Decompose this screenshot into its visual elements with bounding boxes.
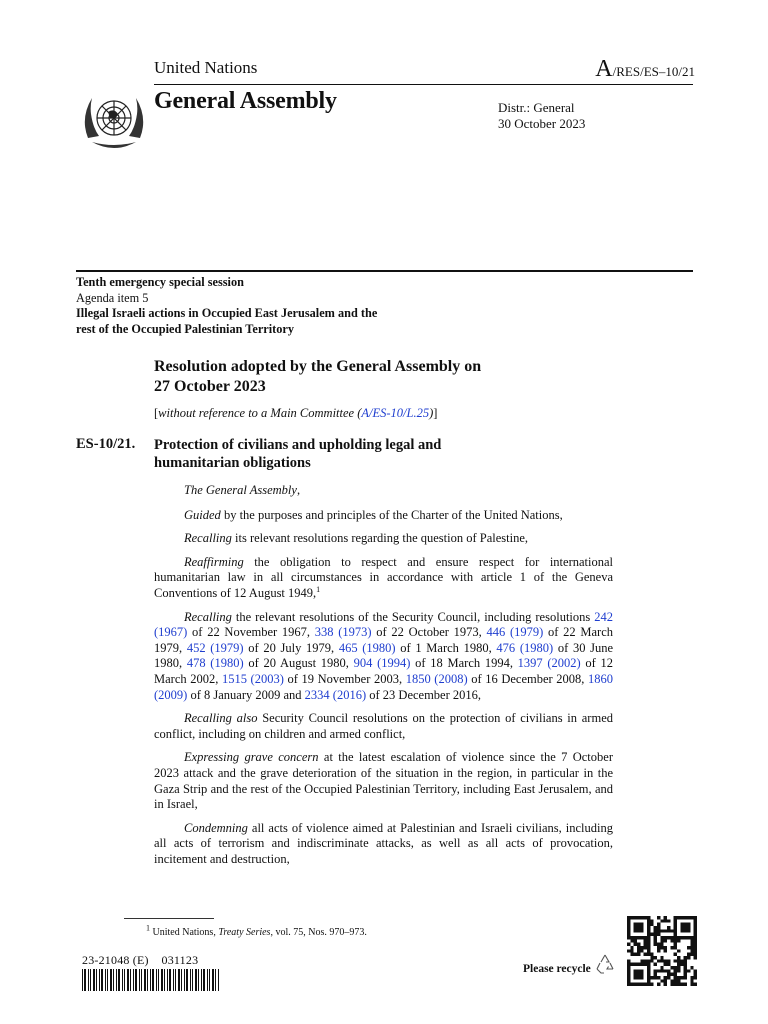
resolution-link-452[interactable]: 452 (1979) [186,640,244,655]
date-text: of 30 June 1980, [154,640,614,671]
date-text: of 19 November 2003, [283,671,406,686]
paragraph-recalling-sc [154,610,613,704]
symbol-prefix: A [595,56,613,82]
footnote-mark: 1 [146,923,150,933]
paragraph-recalling [154,531,613,547]
session-info [76,275,377,337]
body-name: General Assembly [154,88,337,114]
paragraph-lead: Recalling [184,609,232,624]
resolution-link-478[interactable]: 478 (1980) [186,656,244,671]
paragraph-lead: Guided [184,507,221,522]
symbol-rest: /RES/ES–10/21 [612,64,695,79]
footnote-ref[interactable]: 1 [316,584,321,594]
resolution-link-2334[interactable]: 2334 (2016) [304,687,367,702]
paragraph-expressing-concern [154,750,613,812]
date-text: of 20 July 1979, [243,640,339,655]
date-text: of 22 October 1973, [371,625,487,640]
agenda-item: Agenda item 5 [76,290,149,305]
resolution-link-1860[interactable]: 1860 (2009) [154,671,614,702]
distribution-info [498,100,585,132]
date-text: of 23 December 2016, [366,687,482,702]
un-emblem-icon [78,88,150,156]
resolution-name [154,436,441,472]
recycle-icon [593,952,617,976]
paragraph-text: by the purposes and principles of the Charter of the United Nations, [220,507,563,522]
footnote-text: United Nations, [150,927,219,938]
footnote-details: , vol. 75, Nos. 970–973. [270,927,367,938]
paragraph-subject: The General Assembly [184,483,297,497]
barcode-icon [82,969,222,991]
date-text: of 8 January 2009 and [187,687,305,702]
paragraph-lead: Reaffirming [184,554,244,569]
header-organization: United Nations [154,58,258,77]
resolution-number: ES-10/21. [76,436,136,452]
paragraph-text: its relevant resolutions regarding the question of Palestine, [231,531,529,546]
paragraph-text: the relevant resolutions of the Security Council, including resolutions [231,609,595,624]
distribution-date: 30 October 2023 [498,116,586,131]
paragraph-lead: Recalling also [184,711,258,726]
document-number: 23-21048 (E) 031123 [82,953,199,967]
document-symbol [595,56,695,83]
footnote [146,923,367,938]
resolution-link-465[interactable]: 465 (1980) [338,640,396,655]
resolution-name-line1: Protection of civilians and upholding legal and [154,437,442,453]
agenda-title-line1: Illegal Israeli actions in Occupied East Jerusalem and the [76,306,378,320]
committee-note: [without reference to a Main Committee (A/ES-10/L.25)] [154,406,438,420]
draft-resolution-link[interactable]: A/ES-10/L.25 [361,406,430,420]
resolution-link-1850[interactable]: 1850 (2008) [405,671,468,686]
committee-note-text: without reference to a Main Committee ( [158,406,362,420]
paragraph-reaffirming [154,555,613,602]
paragraph-text: the obligation to respect and ensure respect for international humanitarian law in all circumstances in accordance with article 1 of the Geneva Conventions of 12 August 1949, [154,554,613,600]
date-text: of 20 August 1980, [243,656,354,671]
committee-note-close: ) [429,406,434,420]
paragraph-recalling-also [154,711,613,742]
date-text: of 16 December 2008, [467,671,589,686]
paragraph-text: at the latest escalation of violence since the 7 October 2023 attack and the grave deterioration of the situation in the region, in particular in the Gaza Strip and the rest of the Occupied Palestinian Territory, including East Jerusalem, and in Israel, [154,750,613,812]
footnote-rule [124,918,214,919]
resolution-title-line1: Resolution adopted by the General Assembly on [154,358,482,375]
recycle-label: Please recycle [523,963,591,975]
paragraph-text: Security Council resolutions on the protection of civilians in armed conflict, including on children and armed conflict, [154,711,613,741]
date-text: of 12 March 2002, [154,656,614,686]
paragraph-text: all acts of violence aimed at Palestinian and Israeli civilians, including all acts of terrorism and indiscriminate attacks, as well as all acts of provocation, incitement and destruction, [154,820,613,866]
paragraph-general-assembly: The General Assembly, [184,483,301,497]
paragraph-condemning [154,821,613,868]
session-title: Tenth emergency special session [76,275,244,289]
resolution-body [154,483,613,875]
header-rule [154,84,693,85]
date-text: of 22 November 1967, [187,625,315,640]
paragraph-lead: Condemning [184,820,248,835]
paragraph-guided [154,508,613,524]
date-text: of 22 March 1979, [154,625,614,655]
date-text: of 1 March 1980, [395,640,497,655]
resolution-link-476[interactable]: 476 (1980) [496,640,554,655]
resolution-name-line2: humanitarian obligations [154,455,311,471]
agenda-title-line2: rest of the Occupied Palestinian Territory [76,321,295,336]
footnote-series: Treaty Series [218,927,271,938]
resolution-link-242[interactable]: 242 (1967) [154,609,613,640]
paragraph-lead: Expressing grave concern [184,750,319,765]
date-text: of 18 March 1994, [410,656,518,671]
section-rule [76,270,693,272]
resolution-link-1515[interactable]: 1515 (2003) [221,671,284,686]
qr-code-icon [627,916,697,986]
resolution-link-338[interactable]: 338 (1973) [314,625,372,640]
distribution-type: Distr.: General [498,100,575,115]
paragraph-lead: Recalling [184,531,232,546]
resolution-title [154,357,481,397]
resolution-link-904[interactable]: 904 (1994) [353,656,411,671]
resolution-link-1397[interactable]: 1397 (2002) [517,656,581,671]
resolution-title-line2: 27 October 2023 [154,378,266,395]
resolution-link-446[interactable]: 446 (1979) [486,625,544,640]
